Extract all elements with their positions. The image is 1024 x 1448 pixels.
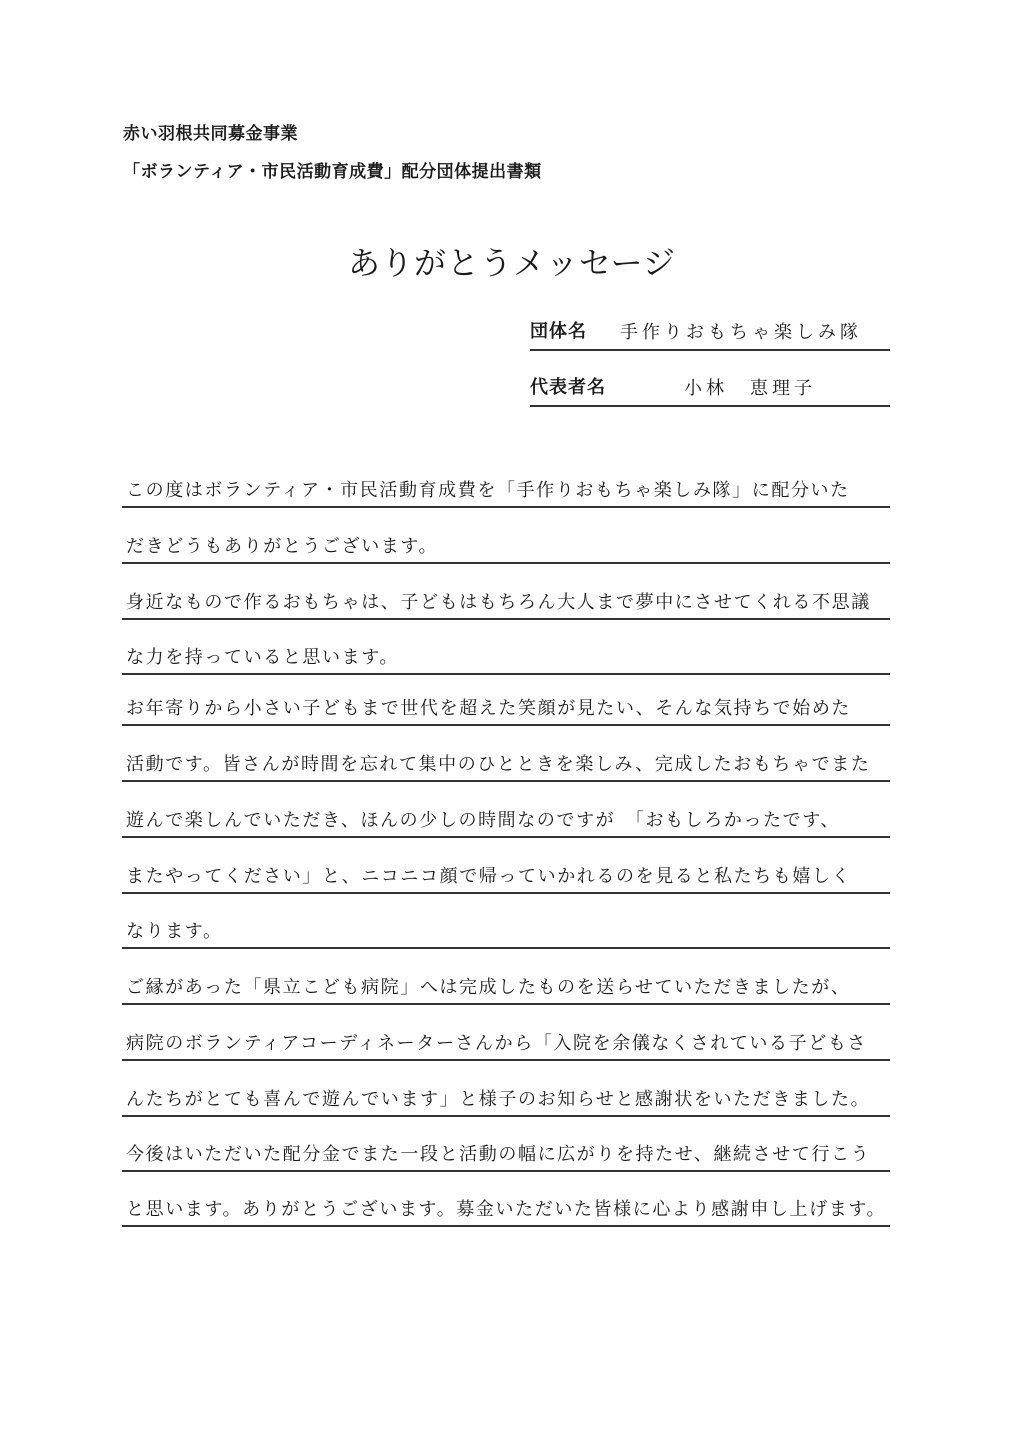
message-line-text: んたちがとても喜んで遊んでいます」と様子のお知らせと感謝状をいただきました。 — [126, 1089, 871, 1110]
message-line — [122, 690, 890, 726]
header-program-name: 赤い羽根共同募金事業 — [123, 124, 298, 144]
message-line-text: 遊んで楽しんでいただき、ほんの少しの時間なのですが 「おもしろかったです、 — [126, 810, 841, 831]
message-line-text: 身近なもので作るおもちゃは、子どもはもちろん大人まで夢中にさせてくれる不思議 — [126, 592, 871, 613]
message-line-text: 病院のボランティアコーディネーターさんから「入院を余儀なくされている子どもさ — [126, 1033, 868, 1054]
organization-name-field — [530, 317, 890, 351]
message-line — [122, 472, 890, 508]
message-line — [122, 1191, 890, 1227]
message-line — [122, 858, 890, 894]
message-line — [122, 1025, 890, 1061]
message-line-text: またやってください」と、ニコニコ顔で帰っていかれるのを見ると私たちも嬉しく — [126, 866, 852, 887]
message-line — [122, 746, 890, 782]
message-line-text: 活動です。皆さんが時間を忘れて集中のひとときを楽しみ、完成したおもちゃでまた — [126, 754, 871, 775]
message-line — [122, 528, 890, 564]
representative-name-value: 小林 恵理子 — [684, 378, 816, 399]
message-line — [122, 639, 890, 675]
representative-name-field — [530, 373, 890, 407]
message-line-text: なります。 — [126, 921, 223, 942]
message-line-text: お年寄りから小さい子どもまで世代を超えた笑顔が見たい、そんな気持ちで始めた — [126, 698, 852, 719]
header-document-type: 「ボランティア・市民活動育成費」配分団体提出書類 — [123, 162, 542, 182]
message-line — [122, 1136, 890, 1172]
message-line-text: この度はボランティア・市民活動育成費を「手作りおもちゃ楽しみ隊」に配分いた — [126, 480, 850, 501]
message-line — [122, 584, 890, 620]
message-line-text: な力を持っていると思います。 — [126, 647, 399, 668]
message-line-text: と思います。ありがとうございます。募金いただいた皆様に心より感謝申し上げます。 — [126, 1199, 887, 1220]
organization-name-value: 手作りおもちゃ楽しみ隊 — [620, 322, 862, 343]
message-line — [122, 1081, 890, 1117]
message-line-text: 今後はいただいた配分金でまた一段と活動の幅に広がりを持たせ、継続させて行こう — [126, 1144, 871, 1165]
message-line — [122, 969, 890, 1005]
message-line-text: だきどうもありがとうございます。 — [126, 536, 439, 557]
message-line-text: ご縁があった「県立こども病院」へは完成したものを送らせていただきましたが、 — [126, 977, 851, 998]
message-line — [122, 802, 890, 838]
representative-name-label: 代表者名 — [530, 377, 606, 398]
organization-name-label: 団体名 — [530, 321, 587, 342]
page-title: ありがとうメッセージ — [347, 244, 677, 282]
message-line — [122, 913, 890, 949]
